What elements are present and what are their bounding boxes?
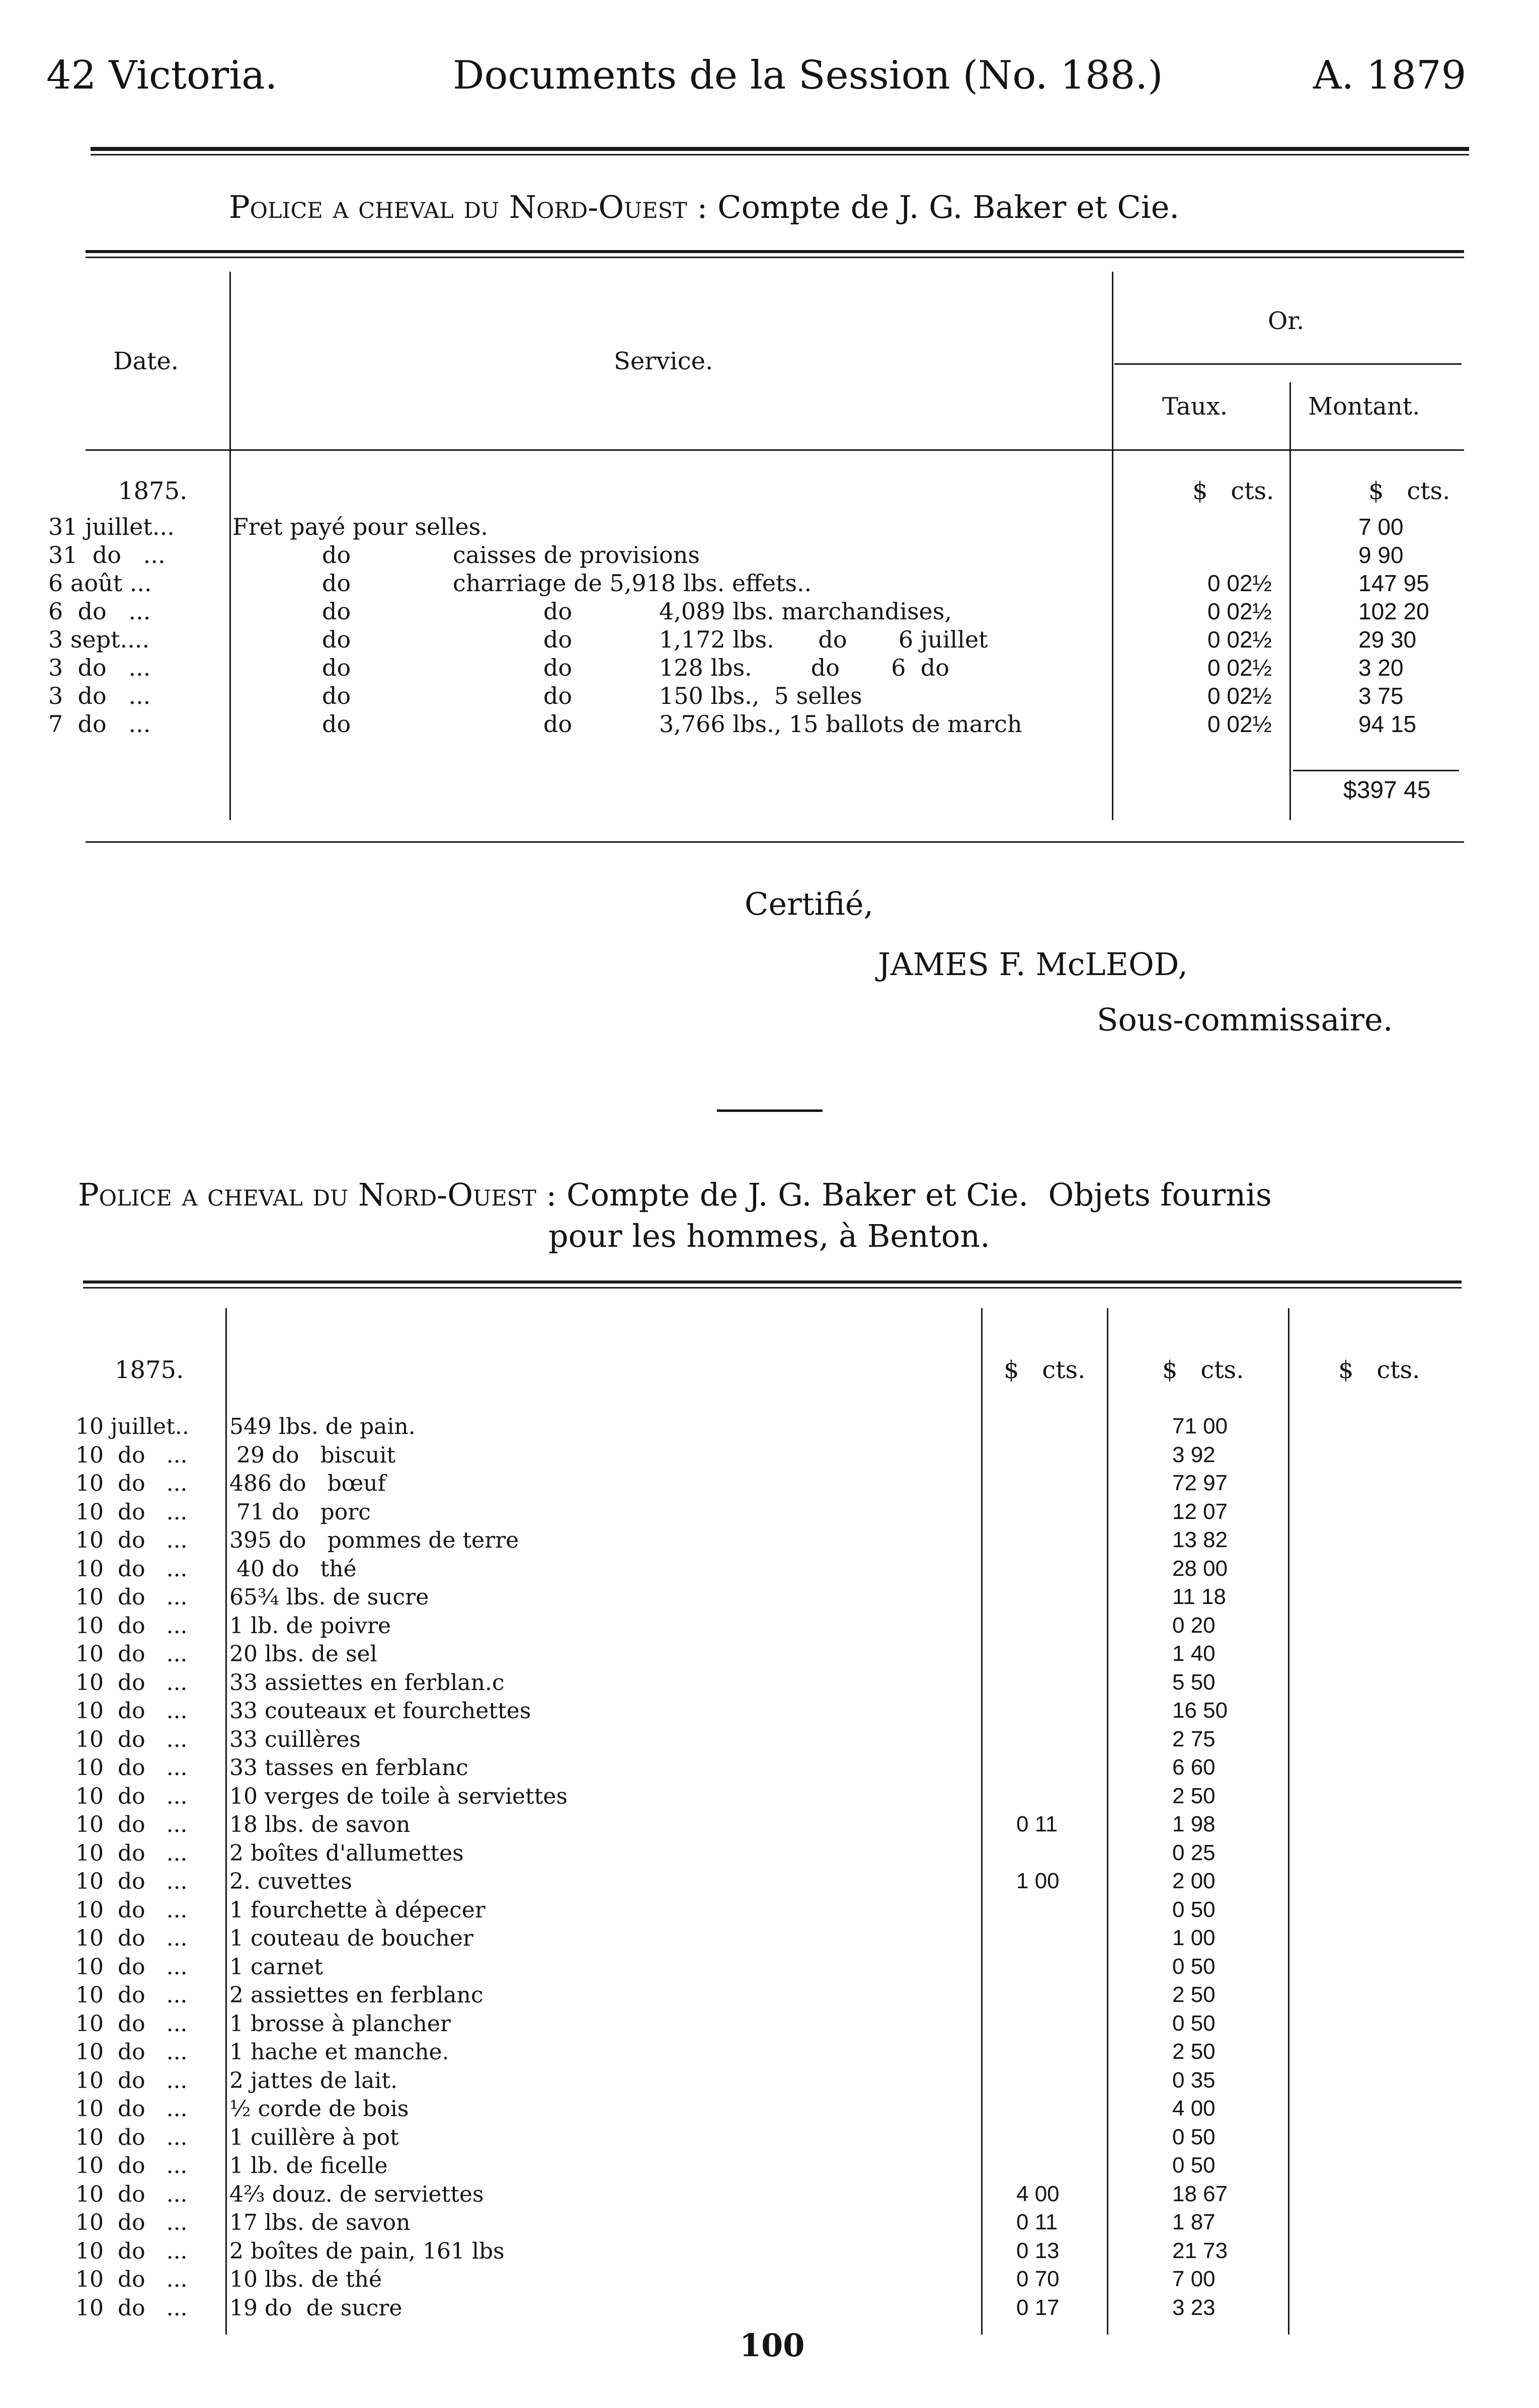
table2-cell-item: 2 boîtes de pain, 161 lbs	[229, 2238, 505, 2264]
table2-cell-amount: 2 00	[1172, 1869, 1216, 1893]
table2-row	[0, 1954, 1539, 1982]
header-right: A. 1879	[1313, 53, 1467, 98]
header-center: Documents de la Session (No. 188.)	[453, 53, 1163, 98]
table2-row	[0, 2011, 1539, 2039]
table2-cell-amount: 4 00	[1172, 2096, 1216, 2121]
table1-cell-montant: 102 20	[1358, 598, 1429, 624]
table1-cell-taux: 0 02½	[1207, 711, 1272, 737]
table2-cell-item: 17 lbs. de savon	[229, 2210, 411, 2235]
table1-row	[0, 541, 1539, 570]
table2-cell-item: 1 carnet	[229, 1954, 323, 1980]
table1-cell-service-detail: do	[543, 654, 573, 681]
table2-row	[0, 2068, 1539, 2096]
table1-cell-montant: 29 30	[1358, 626, 1417, 653]
table2-cell-date: 10 do ...	[75, 1869, 188, 1894]
table1-cell-montant: 7 00	[1358, 514, 1404, 540]
header-left: 42 Victoria.	[46, 53, 278, 98]
table2-title-rest: : Compte de J. G. Baker et Cie. Objets fournis	[536, 1176, 1272, 1213]
table2-row	[0, 1869, 1539, 1897]
table1-head-montant: Montant.	[1308, 392, 1420, 421]
table1-head-or: Or.	[1268, 307, 1305, 335]
table2-cell-rate: 0 13	[1016, 2238, 1060, 2263]
table2-cell-amount: 2 50	[1172, 1982, 1216, 2007]
table2-cell-date: 10 do ...	[75, 1925, 188, 1951]
table1-cell-service-detail: charriage de 5,918 lbs. effets..	[453, 570, 812, 597]
table1-cell-service: do	[322, 710, 351, 738]
table2-cell-date: 10 do ...	[75, 1755, 188, 1781]
table1-head-service: Service.	[614, 347, 713, 375]
table2-cell-rate: 0 11	[1016, 1812, 1058, 1836]
table2-row	[0, 2238, 1539, 2267]
table1-head-date: Date.	[113, 347, 179, 375]
table2-cell-date: 10 juillet..	[75, 1414, 189, 1439]
table2-cell-item: 33 assiettes en ferblan.c	[229, 1670, 505, 1696]
table2-row	[0, 1727, 1539, 1755]
table2-cell-amount: 18 67	[1172, 2182, 1228, 2206]
table1-cell-montant: 9 90	[1358, 542, 1404, 568]
table2-cell-amount: 1 98	[1172, 1812, 1216, 1836]
table2-cell-date: 10 do ...	[75, 1670, 188, 1696]
table1-cell-taux: 0 02½	[1207, 598, 1272, 624]
table2-cell-amount: 28 00	[1172, 1556, 1228, 1581]
table2-cell-date: 10 do ...	[75, 1471, 188, 1496]
table1-cell-service-detail: caisses de provisions	[453, 541, 700, 569]
table2-row	[0, 2267, 1539, 2295]
table2-row	[0, 1613, 1539, 1641]
table2-cell-item: 1 lb. de poivre	[229, 1613, 391, 1639]
table2-cell-date: 10 do ...	[75, 1897, 188, 1923]
table2-cell-item: 1 brosse à plancher	[229, 2011, 451, 2037]
table2-row	[0, 2182, 1539, 2210]
table1-cell-service-extra: 150 lbs., 5 selles	[659, 682, 862, 709]
table1-cell-date: 6 août ...	[48, 570, 152, 597]
section-divider	[717, 1109, 823, 1112]
table2-cell-item: 1 hache et manche.	[229, 2039, 449, 2065]
table1-head-taux: Taux.	[1162, 392, 1228, 421]
table1-cell-service: Fret payé pour selles.	[232, 513, 489, 540]
table1-cell-service-extra: 3,766 lbs., 15 ballots de march	[659, 710, 1022, 738]
table1-cell-montant: 3 75	[1358, 683, 1404, 709]
table2-head-total: $ cts.	[1338, 1356, 1420, 1384]
table1-cell-service: do	[322, 598, 351, 625]
table2-cell-amount: 0 50	[1172, 1954, 1216, 1979]
table1-cell-date: 6 do ...	[48, 598, 151, 625]
table2-title	[78, 1176, 1272, 1213]
table1-title-police: Police a cheval du Nord-Ouest	[229, 189, 687, 225]
table1-header-rule	[86, 449, 1464, 451]
table1-row	[0, 570, 1539, 598]
table2-cell-rate: 1 00	[1016, 1869, 1060, 1893]
table2-cell-item: 549 lbs. de pain.	[229, 1414, 416, 1439]
table2-row	[0, 1584, 1539, 1613]
table1-cell-date: 3 do ...	[48, 654, 151, 681]
table2-cell-item: 395 do pommes de terre	[229, 1528, 519, 1553]
table2-cell-date: 10 do ...	[75, 1954, 188, 1980]
table2-cell-amount: 13 82	[1172, 1528, 1228, 1552]
table1-cell-date: 31 juillet...	[48, 513, 175, 540]
table1-row	[0, 626, 1539, 654]
page-number: 100	[740, 2327, 805, 2364]
table2-cell-amount: 5 50	[1172, 1670, 1216, 1695]
table1-cell-date: 31 do ...	[48, 541, 166, 569]
table2-cell-date: 10 do ...	[75, 2068, 188, 2094]
table2-cell-item: 1 fourchette à dépecer	[229, 1897, 485, 1923]
table2-cell-item: 2 jattes de lait.	[229, 2068, 398, 2094]
table2-cell-amount: 1 40	[1172, 1641, 1216, 1666]
table2-cell-rate: 0 17	[1016, 2295, 1060, 2320]
table2-cell-amount: 1 00	[1172, 1925, 1216, 1950]
table1-unit-taux: $ cts.	[1192, 477, 1274, 505]
table2-cell-rate: 0 70	[1016, 2267, 1060, 2291]
table2-cell-date: 10 do ...	[75, 2011, 188, 2037]
table2-cell-amount: 71 00	[1172, 1414, 1228, 1438]
table2-row	[0, 1471, 1539, 1499]
table2-cell-amount: 0 35	[1172, 2068, 1216, 2093]
table2-row	[0, 1528, 1539, 1556]
table2-cell-item: 10 lbs. de thé	[229, 2267, 382, 2292]
table2-row	[0, 2210, 1539, 2238]
table1-cell-date: 7 do ...	[48, 710, 151, 738]
table2-row	[0, 1812, 1539, 1840]
table1-total-rule	[1293, 770, 1459, 771]
table2-cell-item: 10 verges de toile à serviettes	[229, 1784, 568, 1809]
table2-cell-item: 1 couteau de boucher	[229, 1925, 473, 1951]
table1-cell-service-extra: 4,089 lbs. marchandises,	[659, 598, 952, 625]
table2-cell-amount: 7 00	[1172, 2267, 1216, 2291]
table2-cell-item: 65¾ lbs. de sucre	[229, 1584, 429, 1610]
table2-cell-item: ½ corde de bois	[229, 2096, 409, 2122]
signatory-name: JAMES F. McLEOD,	[878, 946, 1188, 983]
table2-cell-item: 2. cuvettes	[229, 1869, 352, 1894]
table2-cell-date: 10 do ...	[75, 2238, 188, 2264]
table2-row	[0, 1897, 1539, 1925]
table1-cell-service-detail: do	[543, 626, 573, 653]
table2-cell-item: 18 lbs. de savon	[229, 1812, 411, 1837]
table2-cell-date: 10 do ...	[75, 1613, 188, 1639]
table2-cell-amount: 0 50	[1172, 2125, 1216, 2149]
table2-row	[0, 1840, 1539, 1869]
table1-cell-service-detail: do	[543, 598, 573, 625]
table2-cell-rate: 4 00	[1016, 2182, 1060, 2206]
table1-cell-montant: 3 20	[1358, 655, 1404, 681]
table2-cell-date: 10 do ...	[75, 1727, 188, 1752]
table1-cell-date: 3 do ...	[48, 682, 151, 709]
certified-label: Certifié,	[745, 886, 874, 922]
table1-title	[229, 189, 1179, 225]
table2-cell-date: 10 do ...	[75, 2039, 188, 2065]
table2-cell-amount: 2 50	[1172, 2039, 1216, 2064]
table2-cell-amount: 0 50	[1172, 2011, 1216, 2036]
table2-cell-date: 10 do ...	[75, 2096, 188, 2122]
table1-cell-taux: 0 02½	[1207, 655, 1272, 681]
header-rule-thin	[91, 154, 1469, 155]
table2-cell-item: 40 do thé	[229, 1556, 357, 1582]
signatory-role: Sous-commissaire.	[1097, 1001, 1393, 1038]
table2-cell-item: 33 couteaux et fourchettes	[229, 1698, 531, 1724]
table1-top-rule	[86, 250, 1464, 253]
table1-unit-montant: $ cts.	[1368, 477, 1450, 505]
table1-cell-taux: 0 02½	[1207, 683, 1272, 709]
table2-cell-rate: 0 11	[1016, 2210, 1058, 2234]
table2-cell-date: 10 do ...	[75, 1528, 188, 1553]
table2-cell-item: 33 tasses en ferblanc	[229, 1755, 468, 1781]
table1-cell-taux: 0 02½	[1207, 626, 1272, 653]
table2-cell-item: 20 lbs. de sel	[229, 1641, 377, 1667]
table2-cell-date: 10 do ...	[75, 1812, 188, 1837]
table1-cell-service-extra: 1,172 lbs. do 6 juillet	[659, 626, 988, 653]
table2-row	[0, 1698, 1539, 1726]
table2-head-amount: $ cts.	[1162, 1356, 1244, 1384]
table2-cell-date: 10 do ...	[75, 2267, 188, 2292]
table1-row	[0, 598, 1539, 626]
table2-row	[0, 1784, 1539, 1812]
table2-cell-date: 10 do ...	[75, 1499, 188, 1525]
table2-cell-date: 10 do ...	[75, 2125, 188, 2150]
table2-cell-amount: 11 18	[1172, 1584, 1226, 1609]
table1-year: 1875.	[118, 477, 188, 505]
table2-cell-amount: 2 50	[1172, 1784, 1216, 1808]
table2-cell-amount: 21 73	[1172, 2238, 1228, 2263]
table2-cell-amount: 72 97	[1172, 1471, 1228, 1495]
table2-row	[0, 1982, 1539, 2011]
table2-cell-amount: 3 23	[1172, 2295, 1216, 2320]
table2-cell-date: 10 do ...	[75, 1556, 188, 1582]
table2-row	[0, 1670, 1539, 1698]
table2-cell-item: 29 do biscuit	[229, 1442, 396, 1468]
table2-cell-amount: 2 75	[1172, 1727, 1216, 1751]
table1-row	[0, 710, 1539, 739]
table2-cell-date: 10 do ...	[75, 2153, 188, 2179]
table2-cell-item: 33 cuillères	[229, 1727, 361, 1752]
table2-cell-amount: 3 92	[1172, 1442, 1216, 1467]
table2-cell-amount: 0 25	[1172, 1840, 1216, 1865]
table2-cell-item: 19 do de sucre	[229, 2295, 402, 2321]
table2-cell-date: 10 do ...	[75, 1584, 188, 1610]
table1-cell-service: do	[322, 570, 351, 597]
table1-cell-service-detail: do	[543, 710, 573, 738]
table2-row	[0, 2295, 1539, 2323]
table2-cell-date: 10 do ...	[75, 1982, 188, 2008]
table2-row	[0, 2096, 1539, 2124]
table2-cell-item: 4⅔ douz. de serviettes	[229, 2182, 484, 2207]
table2-cell-amount: 0 50	[1172, 1897, 1216, 1922]
table2-cell-date: 10 do ...	[75, 1784, 188, 1809]
table2-cell-item: 486 do bœuf	[229, 1471, 386, 1496]
table2-row	[0, 1755, 1539, 1783]
table2-row	[0, 2153, 1539, 2181]
table2-cell-date: 10 do ...	[75, 2295, 188, 2321]
table1-row	[0, 654, 1539, 682]
table2-cell-amount: 12 07	[1172, 1499, 1228, 1524]
table1-bottom-rule	[86, 841, 1464, 843]
table2-year: 1875.	[115, 1356, 184, 1384]
table2-row	[0, 1414, 1539, 1442]
table2-row	[0, 2039, 1539, 2067]
table2-cell-amount: 16 50	[1172, 1698, 1228, 1723]
header-rule	[91, 147, 1469, 151]
table1-title-rest: : Compte de J. G. Baker et Cie.	[687, 189, 1180, 225]
table2-title-police: Police a cheval du Nord-Ouest	[78, 1176, 536, 1213]
table2-cell-date: 10 do ...	[75, 2210, 188, 2235]
table2-row	[0, 1925, 1539, 1954]
table2-row	[0, 1499, 1539, 1528]
table1-row	[0, 513, 1539, 541]
table2-row	[0, 2125, 1539, 2153]
table2-cell-date: 10 do ...	[75, 1442, 188, 1468]
table2-cell-date: 10 do ...	[75, 1698, 188, 1724]
table2-cell-date: 10 do ...	[75, 2182, 188, 2207]
table2-top-rule-thin	[83, 1287, 1462, 1289]
table2-row	[0, 1556, 1539, 1584]
table2-cell-date: 10 do ...	[75, 1840, 188, 1866]
table1-top-rule-thin	[86, 257, 1464, 258]
table2-row	[0, 1641, 1539, 1669]
table2-cell-item: 71 do porc	[229, 1499, 371, 1525]
table2-top-rule	[83, 1280, 1462, 1283]
table2-cell-item: 2 boîtes d'allumettes	[229, 1840, 464, 1866]
table2-cell-amount: 0 50	[1172, 2153, 1216, 2178]
table1-cell-service: do	[322, 682, 351, 709]
table2-cell-item: 1 cuillère à pot	[229, 2125, 399, 2150]
table1-cell-taux: 0 02½	[1207, 570, 1272, 596]
table1-cell-service: do	[322, 654, 351, 681]
table2-cell-amount: 6 60	[1172, 1755, 1216, 1780]
table1-cell-service: do	[322, 541, 351, 569]
table1-cell-service-detail: do	[543, 682, 573, 709]
table2-cell-date: 10 do ...	[75, 1641, 188, 1667]
table2-cell-amount: 0 20	[1172, 1613, 1216, 1638]
table1-cell-date: 3 sept....	[48, 626, 150, 653]
table2-row	[0, 1442, 1539, 1471]
table2-cell-item: 1 lb. de ficelle	[229, 2153, 388, 2179]
table2-head-rate: $ cts.	[1004, 1356, 1086, 1384]
table2-cell-item: 2 assiettes en ferblanc	[229, 1982, 483, 2008]
table2-title-line2: pour les hommes, à Benton.	[548, 1218, 990, 1254]
table1-cell-montant: 147 95	[1358, 570, 1429, 596]
table2-cell-amount: 1 87	[1172, 2210, 1216, 2234]
table1-row	[0, 682, 1539, 710]
table1-cell-service: do	[322, 626, 351, 653]
table1-cell-montant: 94 15	[1358, 711, 1417, 737]
table1-cell-service-extra: 128 lbs. do 6 do	[659, 654, 949, 681]
table1-or-rule	[1114, 363, 1462, 365]
table1-total: $397 45	[1343, 777, 1431, 804]
